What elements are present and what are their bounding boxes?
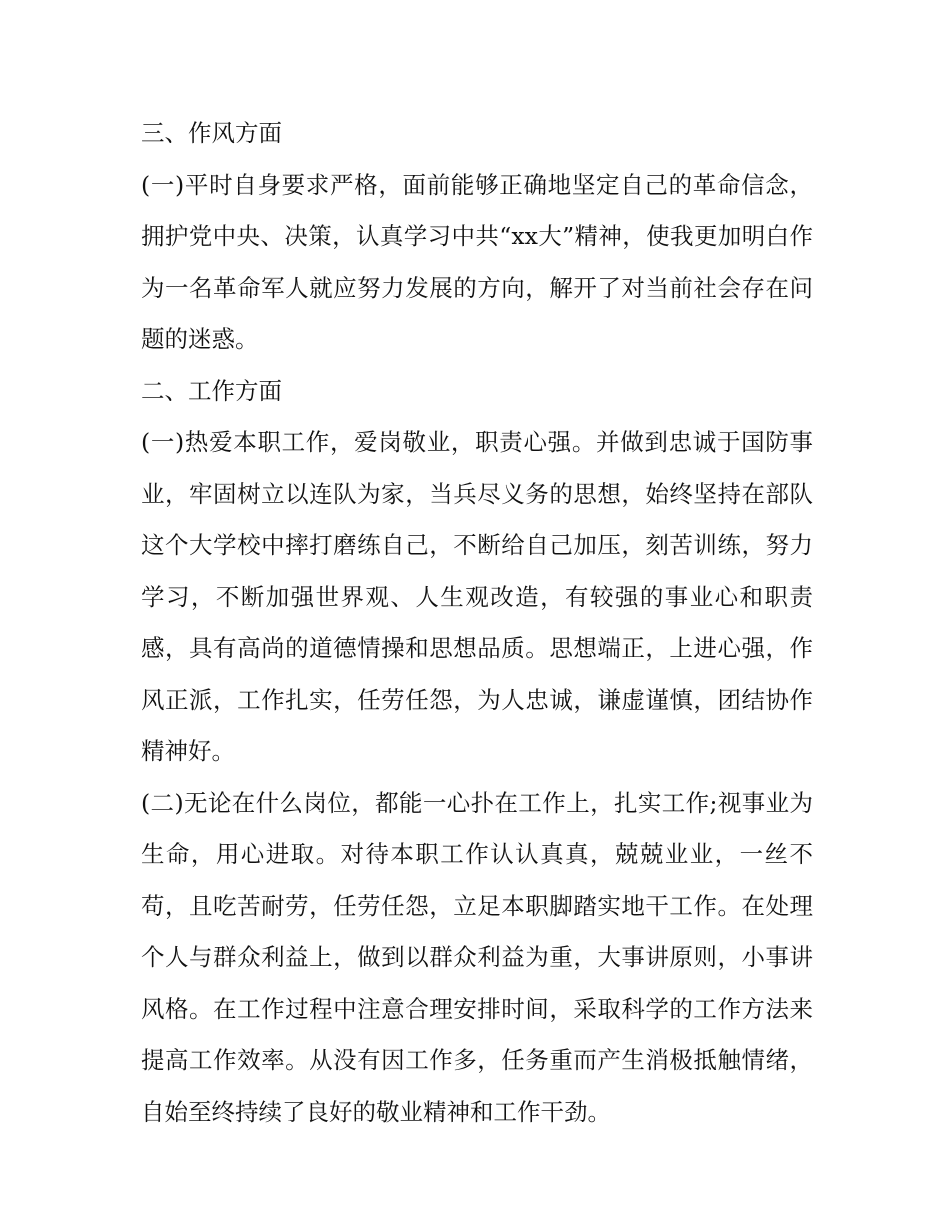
section-heading-style: 三、作风方面 [141, 119, 282, 147]
document-body [141, 108, 813, 1138]
paragraph-style-1: (一)平时自身要求严格，面前能够正确地坚定自己的革命信念，拥护党中央、决策，认真学习中共“xx大”精神，使我更加明白作为一名革命军人就应努力发展的方向，解开了对当前社会存在问题的迷惑。 [141, 170, 813, 353]
section-heading-work: 二、工作方面 [141, 376, 282, 405]
paragraph-work-2: (二)无论在什么岗位，都能一心扑在工作上，扎实工作;视事业为生命，用心进取。对待本职工作认认真真，兢兢业业，一丝不苟，且吃苦耐劳，任劳任怨，立足本职脚踏实地干工作。在处理个人与群众利益上，做到以群众利益为重，大事讲原则，小事讲风格。在工作过程中注意合理安排时间，采取科学的工作方法来提高工作效率。从没有因工作多，任务重而产生消极抵触情绪，自始至终持续了良好的敬业精神和工作干劲。 [141, 788, 813, 1126]
paragraph-work-1: (一)热爱本职工作，爱岗敬业，职责心强。并做到忠诚于国防事业，牢固树立以连队为家，当兵尽义务的思想，始终坚持在部队这个大学校中摔打磨练自己，不断给自己加压，刻苦训练，努力学习，不断加强世界观、人生观改造，有较强的事业心和职责感，具有高尚的道德情操和思想品质。思想端正，上进心强，作风正派，工作扎实，任劳任怨，为人忠诚，谦虚谨慎，团结协作精神好。 [141, 428, 813, 765]
